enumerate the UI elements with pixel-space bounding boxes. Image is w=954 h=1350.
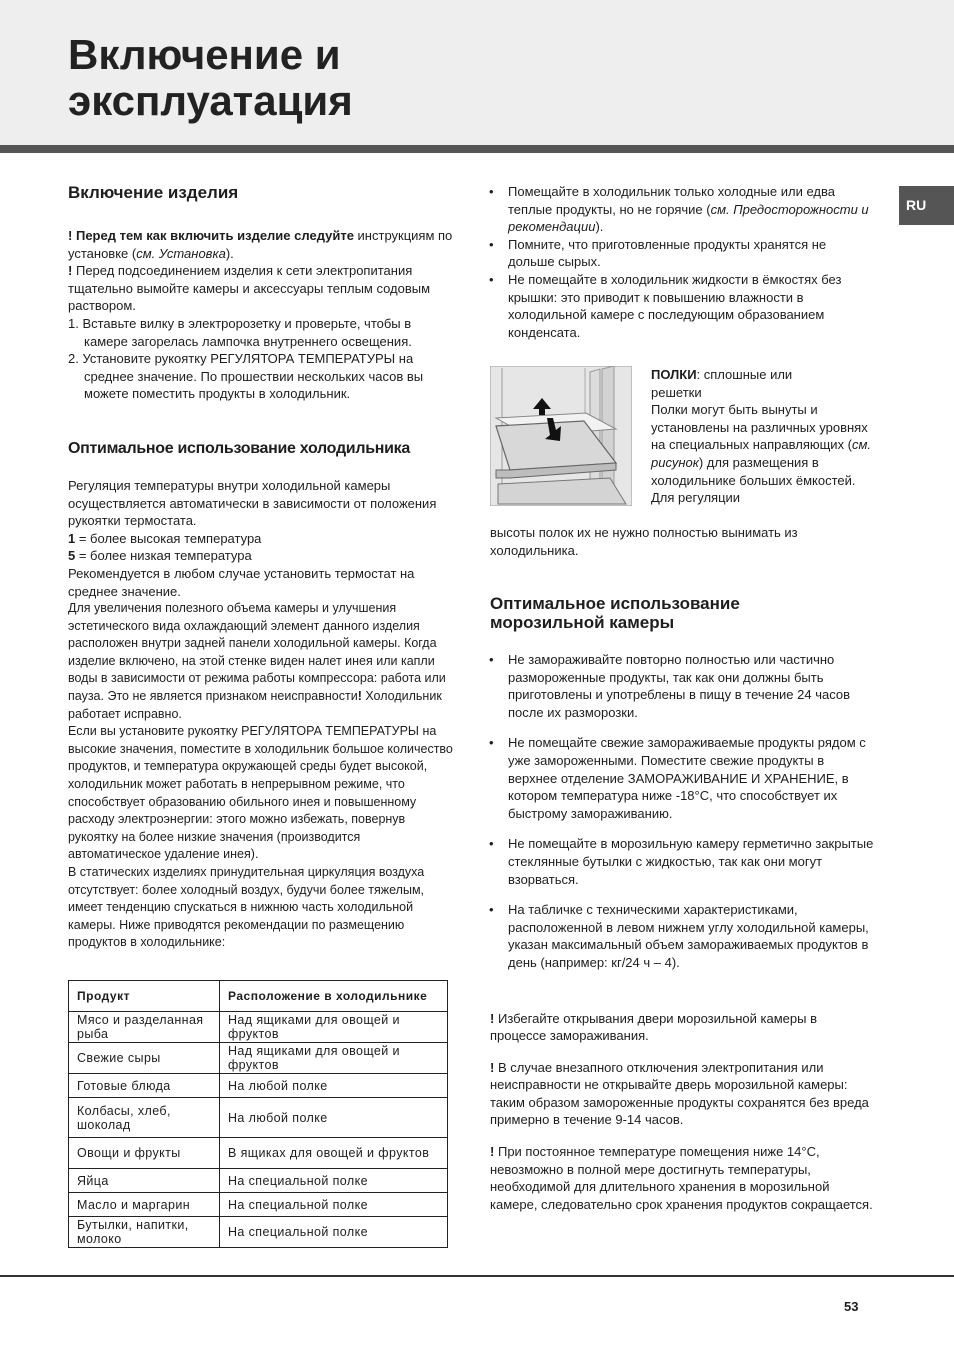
heading-switch-on: Включение изделия [68,183,239,202]
cell-product: Свежие сыры [69,1043,220,1074]
cell-location: Над ящиками для овощей и фруктов [220,1043,448,1074]
para-regulation: Регуляция температуры внутри холодильной камеры осуществляется автоматически в зависимости от положения рукоятки термостата. [68,477,437,529]
header-location: Расположение в холодильнике [220,981,448,1012]
para-static: В статических изделиях принудительная циркуляция воздуха отсутствует: более холодный воздух, будучи более тяжелым, имеет тенденцию спускаться в нижнюю часть холодильной камеры. Ниже приводятся рекомендации по размещению продуктов в холодильнике: [68,865,425,950]
freezer-tip: • Не замораживайте повторно полностью или частично размороженные продукты, так как они должны быть приготовлены и употреблены в пищу в течение 24 часов после их разморозки. [490,651,875,721]
cell-product: Мясо и разделанная рыба [69,1012,220,1043]
cell-location: На специальной полке [220,1217,448,1248]
fridge-tips-list [490,183,875,341]
table-row [69,1138,448,1169]
cell-location: Над ящиками для овощей и фруктов [220,1012,448,1043]
setting-1: 1 = более высокая температура [68,530,262,546]
heading-freezer-use: Оптимальное использование морозильной камеры [490,594,740,632]
startup-steps [68,315,453,403]
table-row [69,1074,448,1098]
para-high-setting: Если вы установите рукоятку РЕГУЛЯТОРА ТЕМПЕРАТУРЫ на высокие значения, поместите в холодильник большое количество продуктов, и температура окружающей среды будет высокой, холодильник может работать в непрерывном режиме, что способствует образованию обильного инея и повышенному расходу электроэнергии: этого можно избежать, повернув рукоятку на более низкие значения (производится автоматическое удаление инея). [68,724,453,862]
table-row [69,1012,448,1043]
food-placement-table [68,980,448,1248]
header-product: Продукт [69,981,220,1012]
cell-product: Готовые блюда [69,1074,220,1098]
page-title: Включение и эксплуатация [68,31,353,124]
cell-product: Колбасы, хлеб, шоколад [69,1098,220,1138]
shelves-subtitle: решетки [651,384,702,400]
cell-location: На любой полке [220,1074,448,1098]
cell-location: На специальной полке [220,1169,448,1193]
freezer-tip: • На табличке с техническими характеристиками, расположенной в левом нижнем углу холодильной камеры, указан максимальный объем замораживаемых продуктов в день (например: кг/24 ч – 4). [490,901,875,971]
table-header-row [69,981,448,1012]
tip-cooked-food: • Помните, что приготовленные продукты хранятся не дольше сырых. [490,236,875,271]
warning-wash: ! Перед подсоединением изделия к сети электропитания тщательно вымойте камеры и аксессуары теплым содовым раствором. [68,263,431,314]
freezer-tip: • Не помещайте в морозильную камеру герметично закрытые стеклянные бутылки с жидкостью, так как они могут взорваться. [490,835,875,888]
warning-room-temp: ! При постоянное температуре помещения ниже 14°C, невозможно в полной мере достигнуть температуры, необходимой для длительного хранения в морозильной камере, следовательно срок хранения продуктов сокращается. [490,1144,873,1212]
shelf-illustration [490,366,632,506]
table-row [69,1098,448,1138]
right-column-freezer [490,594,875,1213]
page-number: 53 [844,1299,859,1314]
cell-product: Овощи и фрукты [69,1138,220,1169]
cell-location: На специальной полке [220,1193,448,1217]
warning-power-outage: ! В случае внезапного отключения электропитания или неисправности не открывайте дверь морозильной камеры: таким образом замороженные продукты сохранятся без вреда примерно в течение 9-14 часов. [490,1059,869,1128]
tip-cold-food: • Помещайте в холодильник только холодные или едва теплые продукты, но не горячие (см. Предосторожности и рекомендации). [490,183,875,236]
setting-5: 5 = более низкая температура [68,548,252,564]
table-row [69,1043,448,1074]
bottom-rule [0,1275,954,1277]
freezer-tip: • Не помещайте свежие замораживаемые продукты рядом с уже замороженными. Поместите свежие продукты в верхнее отделение ЗАМОРАЖИВАНИЕ И ХРАНЕНИЕ, в котором температура ниже -18°C, что способствует их быстрому замораживанию. [490,734,875,822]
cell-product: Масло и маргарин [69,1193,220,1217]
left-column [68,183,453,952]
cell-location: В ящиках для овощей и фруктов [220,1138,448,1169]
shelves-title: ПОЛКИ: сплошные или [651,367,793,382]
shelves-desc-cont: высоты полок их не нужно полностью вынимать из холодильника. [490,525,798,558]
step-1: 1. Вставьте вилку в электророзетку и проверьте, чтобы в камере загорелась лампочка внутреннего освещения. [68,315,412,349]
heading-fridge-use: Оптимальное использование холодильника [68,439,410,457]
table-row [69,1217,448,1248]
warning-door: ! Избегайте открывания двери морозильной камеры в процессе замораживания. [490,1010,817,1044]
shelves-text [651,366,876,507]
cell-product: Яйца [69,1169,220,1193]
para-recommend: Рекомендуется в любом случае установить термостат на среднее значение. [68,565,415,599]
cell-product: Бутылки, напитки, молоко [69,1217,220,1248]
shelves-desc: Полки могут быть вынуты и установлены на различных уровнях на специальных направляющих (см. рисунок) для размещения в холодильнике больших ёмкостей. Для регуляции [651,402,872,506]
cell-location: На любой полке [220,1098,448,1138]
para-cooling-element: Для увеличения полезного объема камеры и улучшения эстетического вида охлаждающий элемент данного изделия расположен внутри задней панели холодильной камеры. Когда изделие включено, на этой стенке виден налет инея или капли воды в зависимости от режима работы компрессора: работа или пауза. Это не является признаком неисправности! Холодильник работает исправно. [68,601,446,721]
warning-install: ! Перед тем как включить изделие следуйте инструкциям по установке (см. Установка). [68,228,453,261]
title-rule [0,145,954,153]
language-tab: RU [899,186,954,225]
right-column-top [490,183,875,341]
freezer-tips-list [490,651,875,972]
step-2: 2. Установите рукоятку РЕГУЛЯТОРА ТЕМПЕРАТУРЫ на среднее значение. По прошествии нескольких часов вы можете поместить продукты в холодильник. [68,351,424,402]
tip-liquids: • Не помещайте в холодильник жидкости в ёмкостях без крышки: это приводит к повышению влажности в холодильной камере с последующим образованием конденсата. [490,271,875,341]
table-row [69,1193,448,1217]
table-row [69,1169,448,1193]
